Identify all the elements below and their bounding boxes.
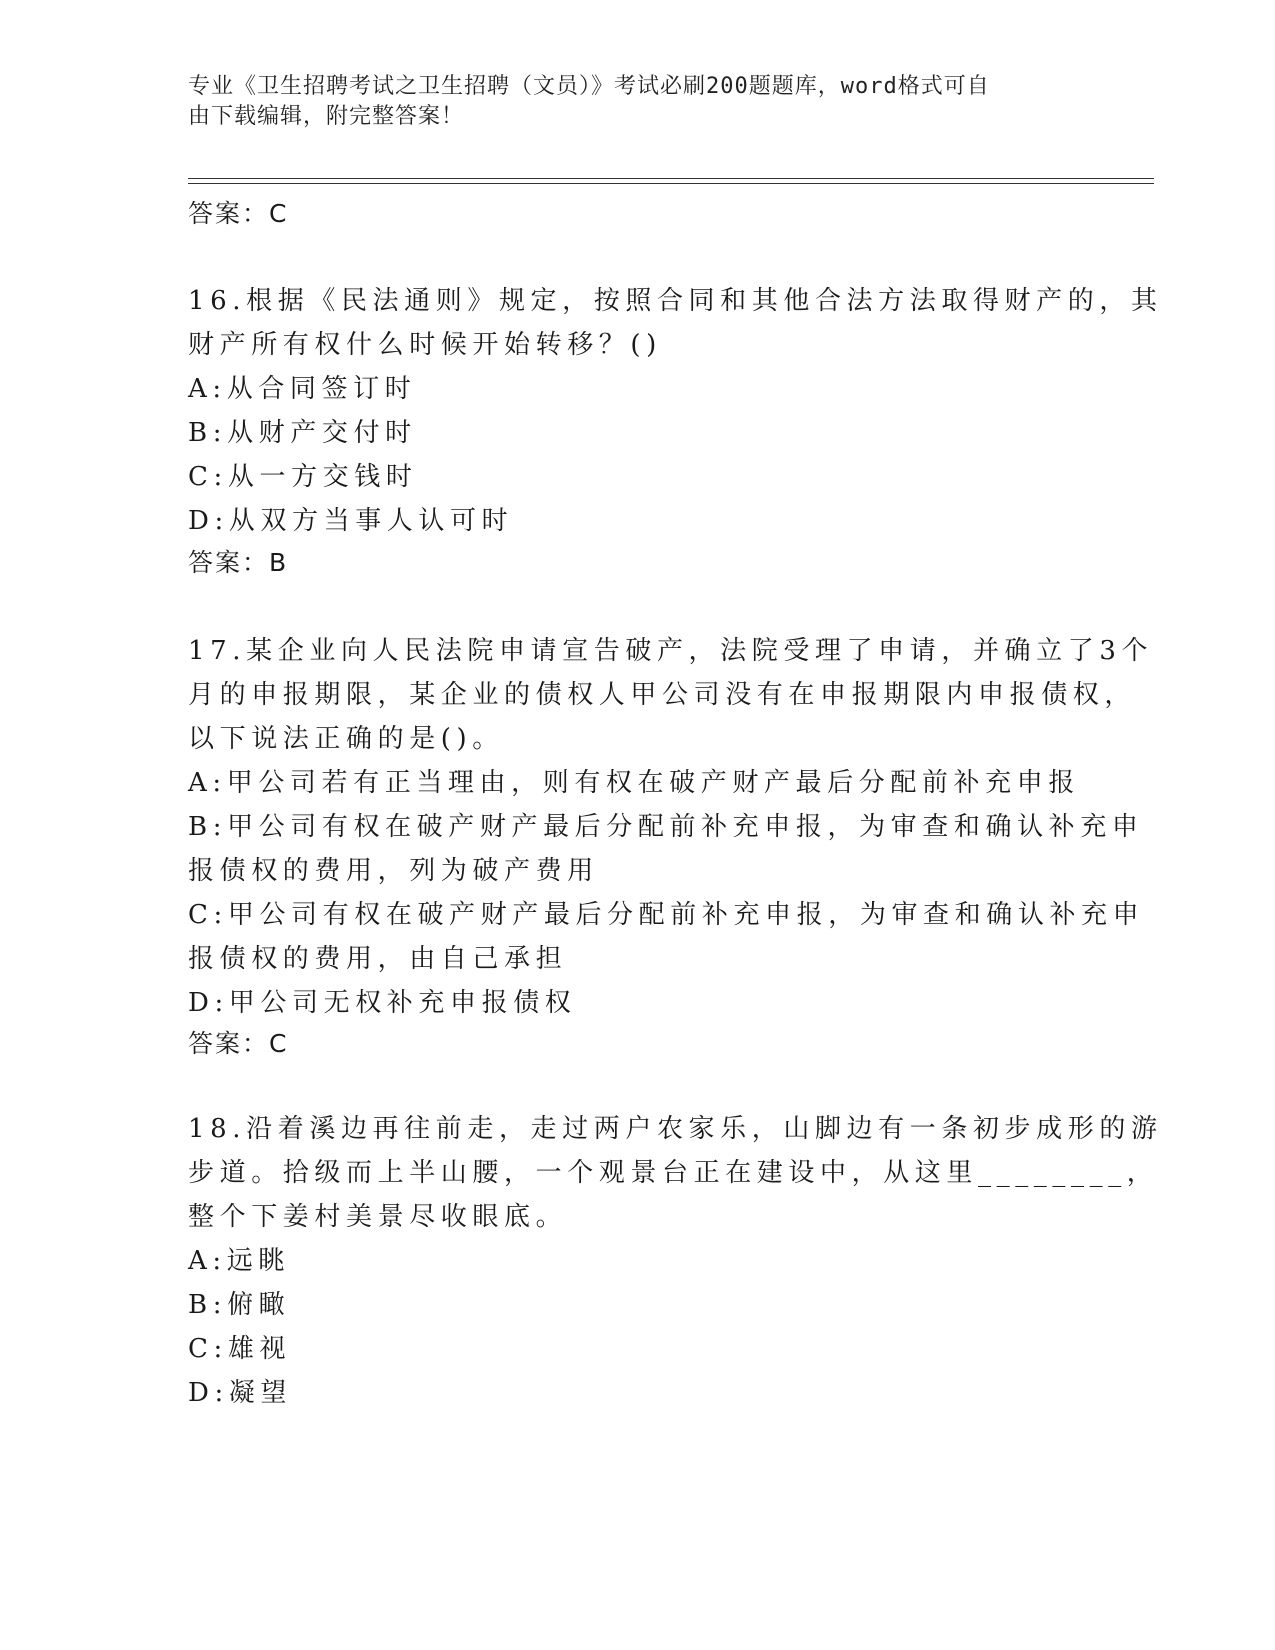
- header-line-2: 由下载编辑，附完整答案！: [188, 104, 465, 129]
- question-17-option-c-line-2: 报债权的费用，由自己承担: [188, 944, 568, 974]
- question-17-option-a: A:甲公司若有正当理由，则有权在破产财产最后分配前补充申报: [188, 768, 1080, 798]
- question-17-line-2: 月的申报期限，某企业的债权人甲公司没有在申报期限内申报债权，: [188, 680, 1137, 710]
- page-header: [188, 72, 1068, 132]
- question-18-line-2: 步道。拾级而上半山腰，一个观景台正在建设中，从这里________，: [188, 1158, 1159, 1188]
- header-divider-top: [188, 178, 1154, 179]
- question-16-option-b: B:从财产交付时: [188, 418, 417, 448]
- header-line-1: 专业《卫生招聘考试之卫生招聘（文员）》考试必刷200题题库，word格式可自: [188, 74, 990, 99]
- answer-17: 答案：C: [188, 1029, 289, 1058]
- question-17-option-b-line-2: 报债权的费用，列为破产费用: [188, 856, 599, 886]
- question-18-option-b: B:俯瞰: [188, 1290, 291, 1320]
- question-17-option-c-line-1: C:甲公司有权在破产财产最后分配前补充申报，为审查和确认补充申: [188, 900, 1145, 930]
- answer-16: 答案：B: [188, 548, 289, 577]
- question-16-option-d: D:从双方当事人认可时: [188, 506, 514, 536]
- question-18-option-a: A:远眺: [188, 1246, 290, 1276]
- header-divider-bottom: [188, 183, 1154, 184]
- question-17-line-1: 17.某企业向人民法院申请宣告破产，法院受理了申请，并确立了3个: [188, 636, 1154, 666]
- answer-15: 答案：C: [188, 199, 289, 228]
- question-16-option-a: A:从合同签订时: [188, 374, 417, 404]
- question-18-option-d: D:凝望: [188, 1378, 293, 1408]
- question-17-line-3: 以下说法正确的是()。: [188, 724, 504, 754]
- question-16-line-2: 财产所有权什么时候开始转移？(): [188, 330, 662, 360]
- question-17-option-b-line-1: B:甲公司有权在破产财产最后分配前补充申报，为审查和确认补充申: [188, 812, 1144, 842]
- question-16-option-c: C:从一方交钱时: [188, 462, 418, 492]
- question-17-option-d: D:甲公司无权补充申报债权: [188, 988, 577, 1018]
- question-18-line-3: 整个下姜村美景尽收眼底。: [188, 1202, 568, 1232]
- question-16-line-1: 16.根据《民法通则》规定，按照合同和其他合法方法取得财产的，其: [188, 286, 1163, 316]
- question-18-option-c: C:雄视: [188, 1334, 292, 1364]
- question-18-line-1: 18.沿着溪边再往前走，走过两户农家乐，山脚边有一条初步成形的游: [188, 1114, 1163, 1144]
